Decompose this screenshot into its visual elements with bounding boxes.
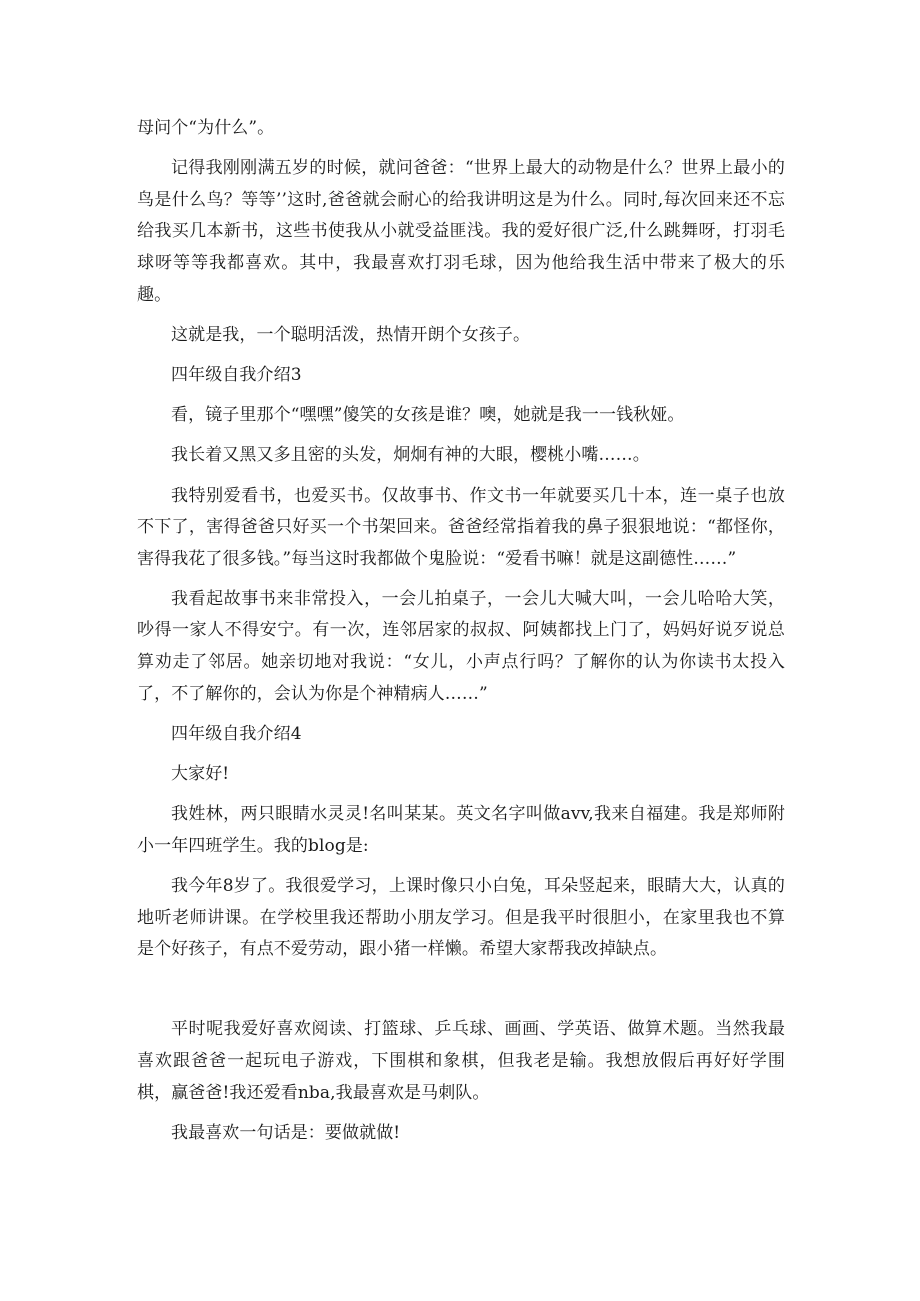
document-body bbox=[137, 113, 785, 1158]
paragraph-greeting: 大家好! bbox=[171, 764, 230, 785]
paragraph-reading-immersion: 我看起故事书来非常投入，一会儿拍桌子，一会儿大喊大叫，一会儿哈哈大笑，吵得一家人不得安宁。有一次，连邻居家的叔叔、阿姨都找上门了，妈妈好说歹说总算劝走了邻居。她亲切地对我说：“女儿，小声点行吗？了解你的认为你读书太投入了，不了解你的，会认为你是个神精病人……” bbox=[137, 588, 785, 704]
blank-line bbox=[137, 974, 785, 1014]
paragraph-self-summary: 这就是我，一个聪明活泼，热情开朗个女孩子。 bbox=[171, 324, 531, 345]
section-heading-intro-4: 四年级自我介绍4 bbox=[171, 723, 302, 744]
paragraph-hobbies: 平时呢我爱好喜欢阅读、打篮球、乒乓球、画画、学英语、做算术题。当然我最喜欢跟爸爸一起玩电子游戏，下围棋和象棋，但我老是输。我想放假后再好好学围棋，赢爸爸!我还爱看nba,我最喜欢是马刺队。 bbox=[137, 1019, 785, 1103]
paragraph-appearance: 我长着又黑又多且密的头发，炯炯有神的大眼，樱桃小嘴……。 bbox=[171, 445, 650, 466]
paragraph-childhood-questions: 记得我刚刚满五岁的时候，就问爸爸：“世界上最大的动物是什么？世界上最小的鸟是什么鸟？等等’’这时,爸爸就会耐心的给我讲明这是为什么。同时,每次回来还不忘给我买几本新书，这些书使我从小就受益匪浅。我的爱好很广泛,什么跳舞呀，打羽毛球呀等等我都喜欢。其中，我最喜欢打羽毛球，因为他给我生活中带来了极大的乐趣。 bbox=[137, 158, 785, 305]
paragraph-love-books: 我特别爱看书，也爱买书。仅故事书、作文书一年就要买几十本，连一桌子也放不下了，害得爸爸只好买一个书架回来。爸爸经常指着我的鼻子狠狠地说：“都怪你，害得我花了很多钱。”每当这时我都做个鬼脸说：“爱看书嘛！就是这副德性……” bbox=[137, 485, 785, 569]
paragraph-continuation: 母问个“为什么”。 bbox=[137, 118, 275, 138]
paragraph-age-study: 我今年8岁了。我很爱学习，上课时像只小白兔，耳朵竖起来，眼睛大大，认真的地听老师讲课。在学校里我还帮助小朋友学习。但是我平时很胆小，在家里我也不算是个好孩子，有点不爱劳动，跟小猪一样懒。希望大家帮我改掉缺点。 bbox=[137, 876, 785, 960]
section-heading-intro-3: 四年级自我介绍3 bbox=[171, 364, 302, 385]
paragraph-motto: 我最喜欢一句话是：要做就做! bbox=[171, 1122, 401, 1143]
paragraph-name-school: 我姓林，两只眼睛水灵灵!名叫某某。英文名字叫做avv,我来自福建。我是郑师附小一年四班学生。我的blog是: bbox=[137, 804, 785, 856]
paragraph-mirror: 看，镜子里那个“嘿嘿”傻笑的女孩是谁？噢，她就是我一一钱秋娅。 bbox=[171, 405, 685, 426]
